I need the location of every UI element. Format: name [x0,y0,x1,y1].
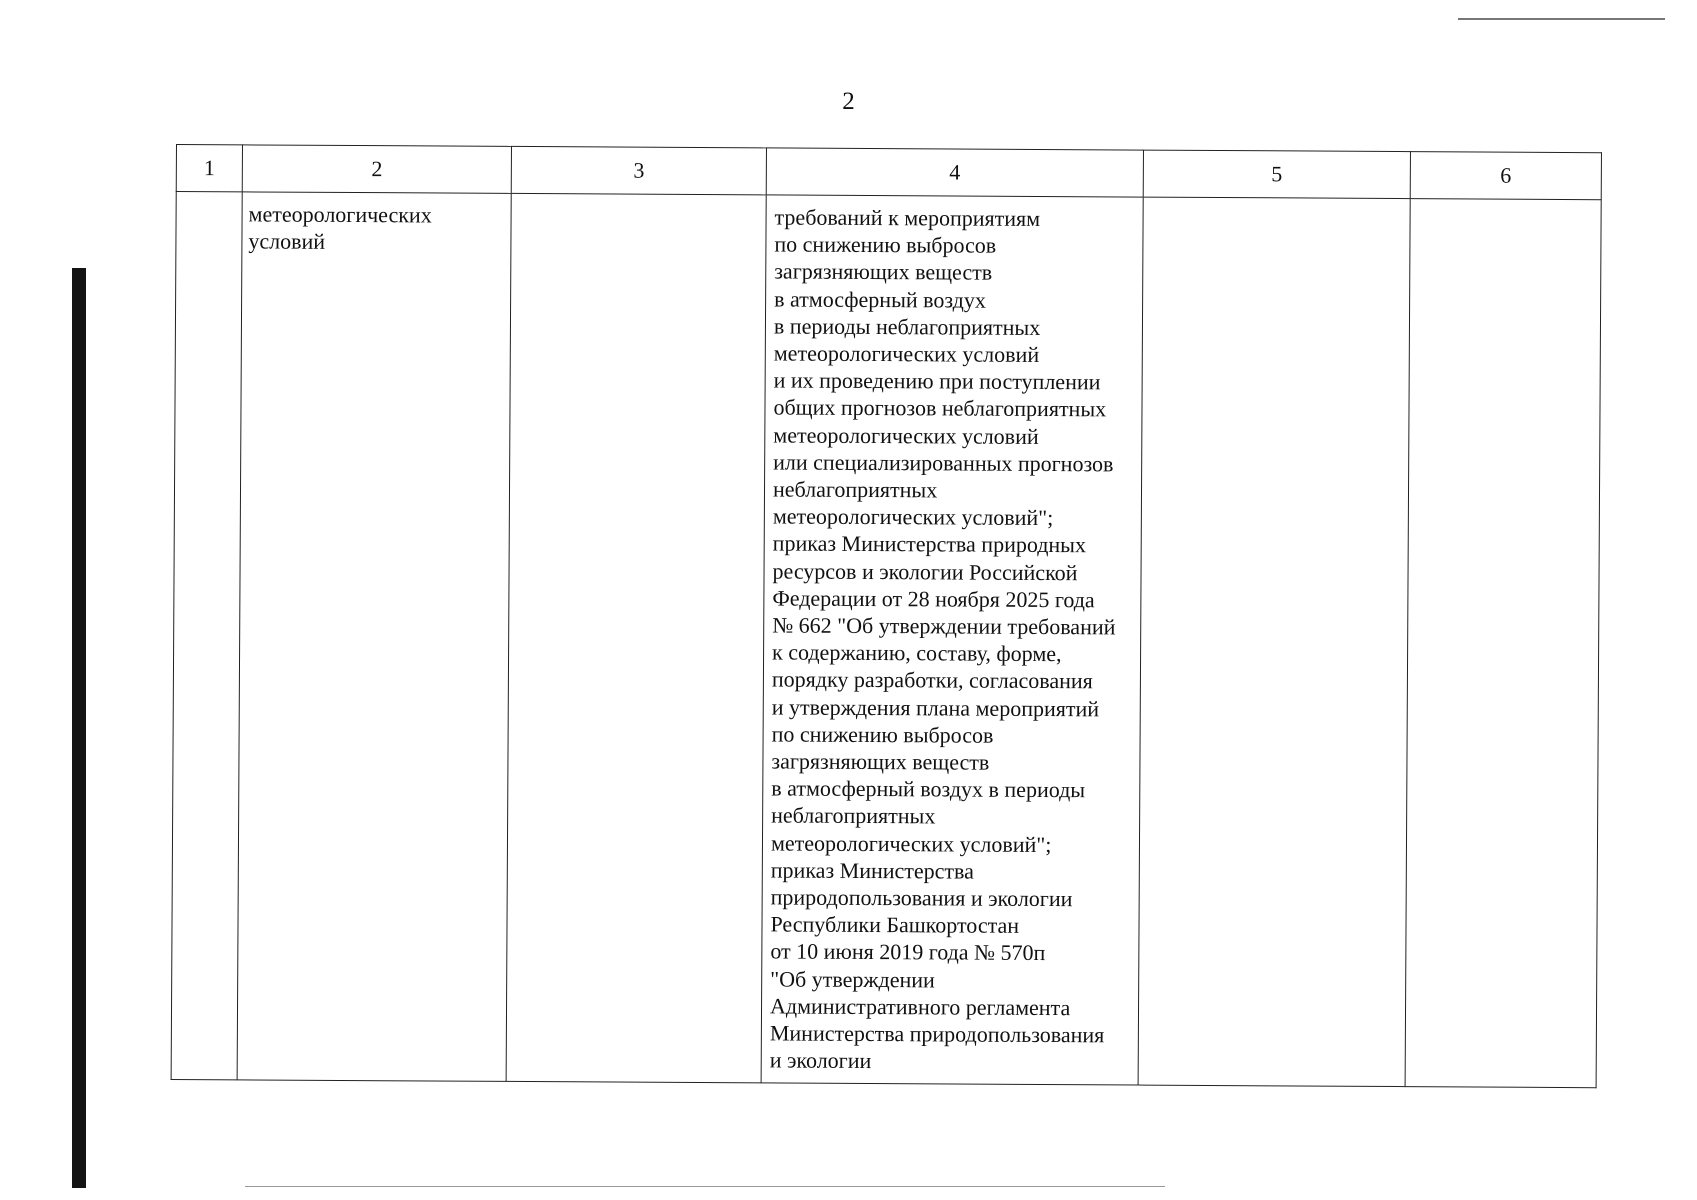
cell-text-line: и утверждения плана мероприятий [771,694,1100,721]
table-row [171,192,1601,1088]
cell-text-line: приказ Министерства [770,857,975,884]
column-header-5: 5 [1143,150,1410,199]
cell-text-line: Административного регламента [769,993,1071,1021]
cell-text-line: в атмосферный воздух [774,286,986,313]
cell-text-line: Республики Башкортостан [770,911,1020,939]
cell-text-line: общих прогнозов неблагоприятных [773,394,1107,422]
cell-text-line: в периоды неблагоприятных [773,313,1041,340]
cell-text-line: загрязняющих веществ [771,748,990,775]
column-header-1: 1 [176,145,242,192]
table-cell-col5 [1138,197,1410,1087]
column-header-3: 3 [511,146,766,194]
cell-text-line: приказ Министерства природных [772,530,1087,558]
cell-text-line: Федерации от 28 ноября 2025 года [772,585,1095,613]
scan-edge-shadow [72,268,86,1188]
cell-text-line: условий [248,228,326,255]
table-cell-col2 [237,192,511,1082]
cell-text-line: метеорологических условий [773,422,1039,449]
cell-text-line: или специализированных прогнозов [773,449,1114,477]
cell-text-line: неблагоприятных [772,476,938,503]
cell-text [762,195,1143,1076]
cell-text [242,192,510,256]
cell-text-line: № 662 "Об утверждении требований [772,612,1116,640]
cell-text-line: метеорологических условий [773,340,1040,367]
cell-text-line: "Об утверждении [770,966,935,993]
cell-text-line: неблагоприятных [771,802,936,829]
table-header-row [176,145,1601,200]
cell-text-line: ресурсов и экологии Российской [772,558,1078,585]
table-cell-col1 [171,192,242,1080]
cell-text-line: Министерства природопользования [769,1020,1105,1048]
cell-text-line: от 10 июня 2019 года № 570п [770,938,1046,966]
scan-artifact-line-bottom [245,1186,1165,1187]
scan-artifact-line-top [1458,18,1665,20]
column-header-4: 4 [766,148,1143,197]
cell-text-line: по снижению выбросов [774,231,997,258]
page-number: 2 [842,88,855,115]
document-table [171,144,1602,1088]
cell-text-line: к содержанию, составу, форме, [772,639,1062,667]
cell-text-line: природопользования и экологии [770,884,1073,912]
table-cell-col4 [761,195,1143,1085]
cell-text-line: метеорологических [248,201,432,228]
cell-text-line: метеорологических условий"; [770,830,1052,857]
cell-text-line: в атмосферный воздух в периоды [771,775,1086,803]
cell-text-line: и экологии [769,1047,872,1074]
table-cell-col3 [506,193,766,1082]
column-header-6: 6 [1410,152,1601,200]
cell-text-line: требований к мероприятиям [774,204,1041,231]
cell-text-line: порядку разработки, согласования [771,666,1093,694]
cell-text-line: метеорологических условий"; [772,503,1054,531]
cell-text-line: по снижению выбросов [771,721,994,748]
cell-text-line: загрязняющих веществ [774,258,993,286]
column-header-2: 2 [242,145,511,194]
cell-text-line: и их проведению при поступлении [773,367,1101,395]
table-cell-col6 [1405,199,1601,1088]
